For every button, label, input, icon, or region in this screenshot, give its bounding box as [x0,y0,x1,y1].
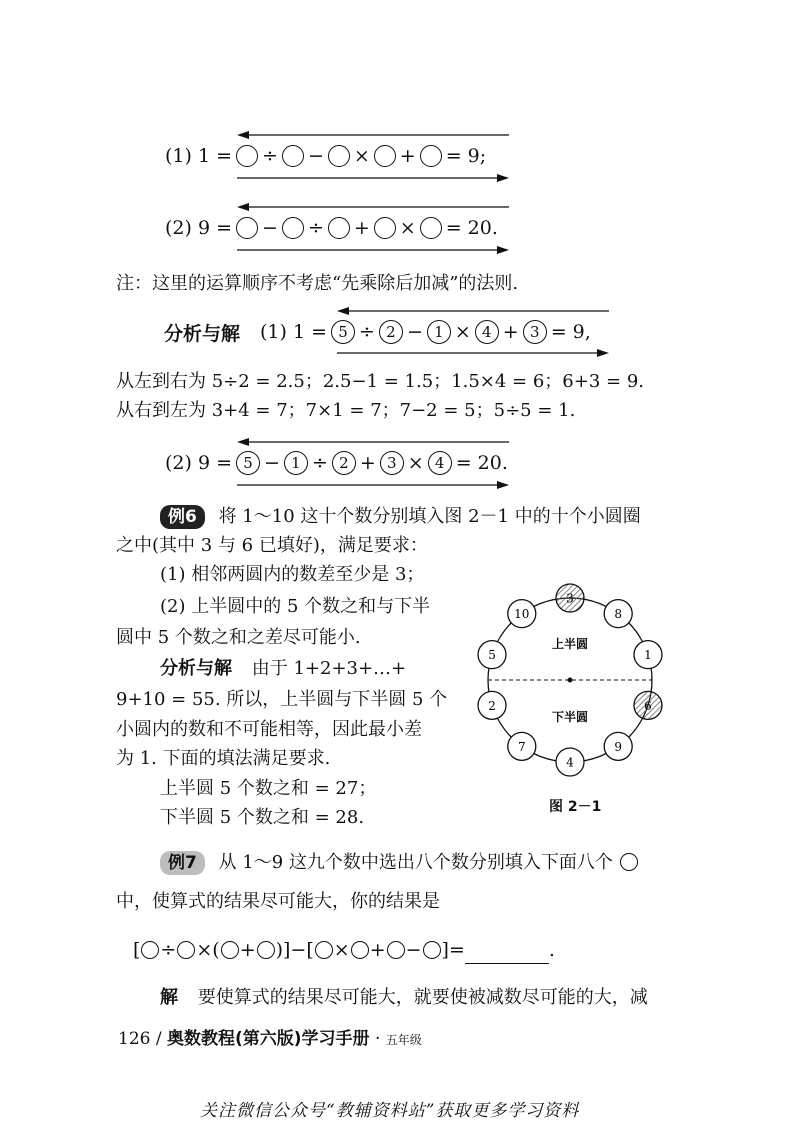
solution-heading: 解 [160,987,178,1008]
upper-half-label: 上半圆 [551,637,589,651]
blank-circle [141,941,159,959]
expr-part: + [239,939,256,961]
small-circle-number: 9 [614,739,623,754]
expr-part: [ [133,939,141,961]
center-point [568,678,573,683]
blank-circle [282,217,304,239]
requirement-1: (1) 相邻两圆内的数差至少是 3； [160,564,425,585]
filled-circle: 5 [236,451,260,475]
expr-part: − [405,939,422,961]
blank-circle [221,941,239,959]
example6-line2: 之中(其中 3 与 6 已填好)，满足要求： [116,535,428,556]
eq-tail: = 9; [445,145,487,167]
blank-circle [374,145,396,167]
example6-line1: 将 1～10 这十个数分别填入图 2－1 中的十个小圆圈 [218,506,641,527]
lower-half-label: 下半圆 [551,710,589,724]
example7-line1-row [160,849,639,877]
eq-label: (1) 1 = [165,145,233,167]
arrow-left-to-right [337,348,609,358]
filled-circle: 2 [332,451,356,475]
blank-circle [387,941,405,959]
example-badge: 例6 [160,505,205,529]
eq-label: (1) 1 = [260,321,328,343]
op: × [407,452,424,474]
expr-part: )]−[ [275,939,314,961]
op: − [307,145,324,167]
op: − [264,452,280,474]
op: + [502,321,519,343]
blank-circle [315,941,333,959]
arrow-left-to-right [237,173,509,183]
small-circle-number: 8 [614,607,623,622]
left-to-right-text: 从左到右为 5÷2 = 2.5；2.5−1 = 1.5；1.5×4 = 6；6+3 = 9. [116,371,644,392]
op: ÷ [311,452,328,474]
blank-circle [328,217,350,239]
arrow-right-to-left [337,306,609,316]
filled-circle: 4 [475,320,499,344]
example7-expression [133,936,555,964]
analysis-text-3: 小圆内的数和不可能相等，因此最小差 [116,719,422,740]
analysis-text-1: 由于 1+2+3+…+ [251,658,407,679]
op: + [353,217,370,239]
blank-circle [328,145,350,167]
op: − [262,217,278,239]
expr-end: . [548,939,555,961]
grade-label: 五年级 [385,1033,422,1047]
eq-label: (2) 9 = [165,217,233,239]
arrow-right-to-left [237,130,509,140]
book-title: 奥数教程(第六版)学习手册 [167,1029,370,1049]
example6-line1-row [160,503,641,531]
note-text: 注：这里的运算顺序不考虑“先乘除后加减”的法则. [116,273,519,294]
blank-circle [420,217,442,239]
filled-circle: 1 [427,320,451,344]
answer-blank [465,945,549,964]
example-badge: 例7 [160,851,205,875]
expr-part: × [333,939,350,961]
figure-caption: 图 2－1 [549,799,602,815]
small-circle-number: 4 [566,755,574,770]
example6-analysis-row [160,655,406,683]
blank-circle [257,941,275,959]
small-circle-number: 5 [488,648,496,663]
expr-part: + [369,939,386,961]
arrow-right-to-left [237,437,509,447]
arrow-left-to-right [237,245,509,255]
watermark-text: 关注微信公众号“教辅资料站”获取更多学习资料 [200,1101,580,1121]
op: × [399,217,416,239]
filled-circle: 4 [428,451,452,475]
arrow-right-to-left [237,202,509,212]
filled-circle: 3 [523,320,547,344]
circle-figure [470,580,680,780]
small-circle-number: 3 [566,591,574,606]
solution-row [160,984,648,1012]
small-circle-number: 1 [644,648,652,663]
analysis-text-4: 为 1. 下面的填法满足要求. [116,748,331,769]
right-to-left-text: 从右到左为 3+4 = 7；7×1 = 7；7−2 = 5；5÷5 = 1. [116,400,576,421]
op: ÷ [262,145,278,167]
blank-circle [620,853,638,871]
op: ÷ [359,321,375,343]
op: + [399,145,416,167]
small-circle-number: 2 [488,698,496,713]
blank-circle [351,941,369,959]
eq-tail: = 9, [550,321,591,343]
filled-circle: 5 [331,320,355,344]
small-circle-number: 7 [517,739,526,754]
eq-tail: = 20. [455,452,508,474]
solution-text: 要使算式的结果尽可能大，就要使被减数尽可能的大，减 [197,987,648,1008]
op: × [454,321,471,343]
requirement-2b: 圆中 5 个数之和之差尽可能小. [116,627,361,648]
blank-circle [236,145,258,167]
example7-line2: 中，使算式的结果尽可能大，你的结果是 [116,891,440,912]
op: + [359,452,376,474]
blank-circle [423,941,441,959]
op: × [353,145,370,167]
analysis-heading: 分析与解 [160,658,232,679]
lower-sum-text: 下半圆 5 个数之和 = 28. [160,807,365,828]
filled-circle: 2 [379,320,403,344]
expr-part: ]= [441,939,465,961]
blank-circle [374,217,396,239]
arrow-left-to-right [237,480,509,490]
blank-circle [177,941,195,959]
expr-part: ÷ [160,939,177,961]
small-circle-number: 10 [514,607,530,622]
small-circle-number: 6 [644,698,652,713]
blank-circle [236,217,258,239]
blank-circle [282,145,304,167]
eq-tail: = 20. [445,217,498,239]
filled-circle: 1 [284,451,308,475]
blank-circle [420,145,442,167]
example7-line1: 从 1～9 这九个数中选出八个数分别填入下面八个 [218,852,613,873]
filled-circle: 3 [380,451,404,475]
analysis-heading: 分析与解 [164,322,241,345]
page-footer: 126 / 奥数教程(第六版)学习手册 · 五年级 [118,1029,422,1049]
page-number: 126 [118,1029,151,1049]
expr-part: ×( [196,939,220,961]
eq-label: (2) 9 = [165,452,233,474]
requirement-2a: (2) 上半圆中的 5 个数之和与下半 [160,596,431,617]
op: − [406,321,423,343]
op: ÷ [307,217,324,239]
analysis-text-2: 9+10 = 55. 所以，上半圆与下半圆 5 个 [116,689,448,710]
upper-sum-text: 上半圆 5 个数之和 = 27； [160,778,377,799]
